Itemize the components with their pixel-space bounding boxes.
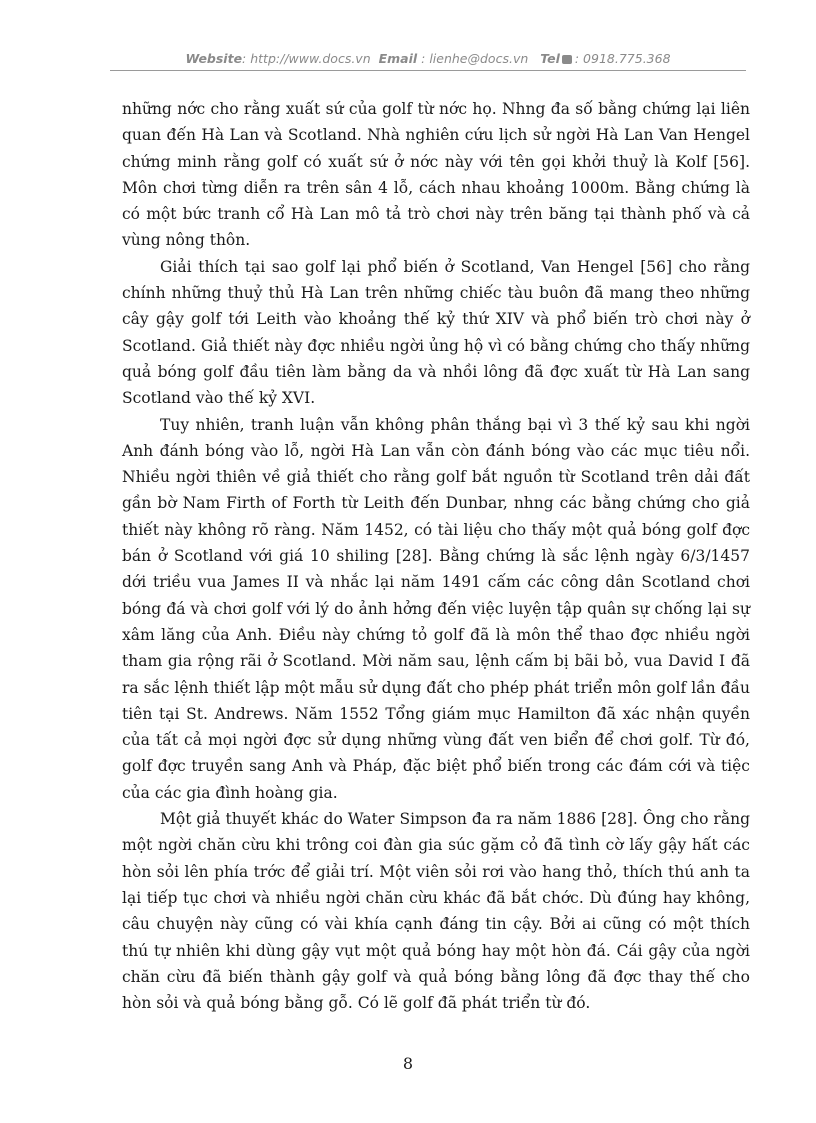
website-value: : http://www.docs.vn <box>242 51 371 66</box>
paragraph-2: Giải thích tại sao golf lại phổ biến ở Scotland, Van Hengel [56] cho rằng chính những thuỷ thủ Hà Lan trên những chiếc tàu buôn đã mang theo những cây gậy golf tới Leith vào khoảng thế kỷ thứ XIV và phổ biến trò chơi này ở Scotland. Giả thiết này đợc nhiều ngời ủng hộ vì có bằng chứng cho thấy những quả bóng golf đầu tiên làm bằng da và nhồi lông đã đợc xuất từ Hà Lan sang Scotland vào thế kỷ XVI. <box>122 257 750 408</box>
page-header <box>110 48 746 71</box>
email-label: Email <box>378 51 418 66</box>
tel-label: Tel <box>540 51 560 66</box>
email-value: : lienhe@docs.vn <box>417 51 529 66</box>
tel-value: : 0918.775.368 <box>574 51 671 66</box>
paragraph-4: Một giả thuyết khác do Water Simpson đa ra năm 1886 [28]. Ông cho rằng một ngời chăn cừu khi trông coi đàn gia súc gặm cỏ đã tình cờ lấy gậy hất các hòn sỏi lên phía trớc để giải trí. Một viên sỏi rơi vào hang thỏ, thích thú anh ta lại tiếp tục chơi và nhiều ngời chăn cừu khác đã bắt chớc. Dù đúng hay không, câu chuyện này cũng có vài khía cạnh đáng tin cậy. Bởi ai cũng có một thích thú tự nhiên khi dùng gậy vụt một quả bóng hay một hòn đá. Cái gậy của ngời chăn cừu đã biến thành gậy golf và quả bóng bằng lông đã đợc thay thế cho hòn sỏi và quả bóng bằng gỗ. Có lẽ golf đã phát triển từ đó. <box>122 810 750 1013</box>
body-text <box>122 96 750 1016</box>
paragraph-1: những nớc cho rằng xuất sứ của golf từ nớc họ. Nhng đa số bằng chứng lại liên quan đến Hà Lan và Scotland. Nhà nghiên cứu lịch sử ngời Hà Lan Van Hengel chứng minh rằng golf có xuất sứ ở nớc này với tên gọi khởi thuỷ là Kolf [56]. Môn chơi từng diễn ra trên sân 4 lỗ, cách nhau khoảng 1000m. Bằng chứng là có một bức tranh cổ Hà Lan mô tả trò chơi này trên băng tại thành phố và cả vùng nông thôn. <box>122 100 750 250</box>
website-label: Website <box>185 51 243 66</box>
page-number: 8 <box>402 1054 414 1073</box>
phone-icon <box>562 55 572 64</box>
paragraph-3: Tuy nhiên, tranh luận vẫn không phân thắng bại vì 3 thế kỷ sau khi ngời Anh đánh bóng vào lỗ, ngời Hà Lan vẫn còn đánh bóng vào các mục tiêu nổi. Nhiều ngời thiên về giả thiết cho rằng golf bắt nguồn từ Scotland trên dải đất gần bờ Nam Firth of Forth từ Leith đến Dunbar, nhng các bằng chứng cho giả thiết này không rõ ràng. Năm 1452, có tài liệu cho thấy một quả bóng golf đợc bán ở Scotland với giá 10 shiling [28]. Bằng chứng là sắc lệnh ngày 6/3/1457 dới triều vua James II và nhắc lại năm 1491 cấm các công dân Scotland chơi bóng đá và chơi golf với lý do ảnh hởng đến việc luyện tập quân sự chống lại sự xâm lăng của Anh. Điều này chứng tỏ golf đã là môn thể thao đợc nhiều ngời tham gia rộng rãi ở Scotland. Mời năm sau, lệnh cấm bị bãi bỏ, vua David I đã ra sắc lệnh thiết lập một mẫu sử dụng đất cho phép phát triển môn golf lần đầu tiên tại St. Andrews. Năm 1552 Tổng giám mục Hamilton đã xác nhận quyền của tất cả mọi ngời đợc sử dụng những vùng đất ven biển để chơi golf. Từ đó, golf đợc truyền sang Anh và Pháp, đặc biệt phổ biến trong các đám cới và tiệc của các gia đình hoàng gia. <box>122 415 750 802</box>
